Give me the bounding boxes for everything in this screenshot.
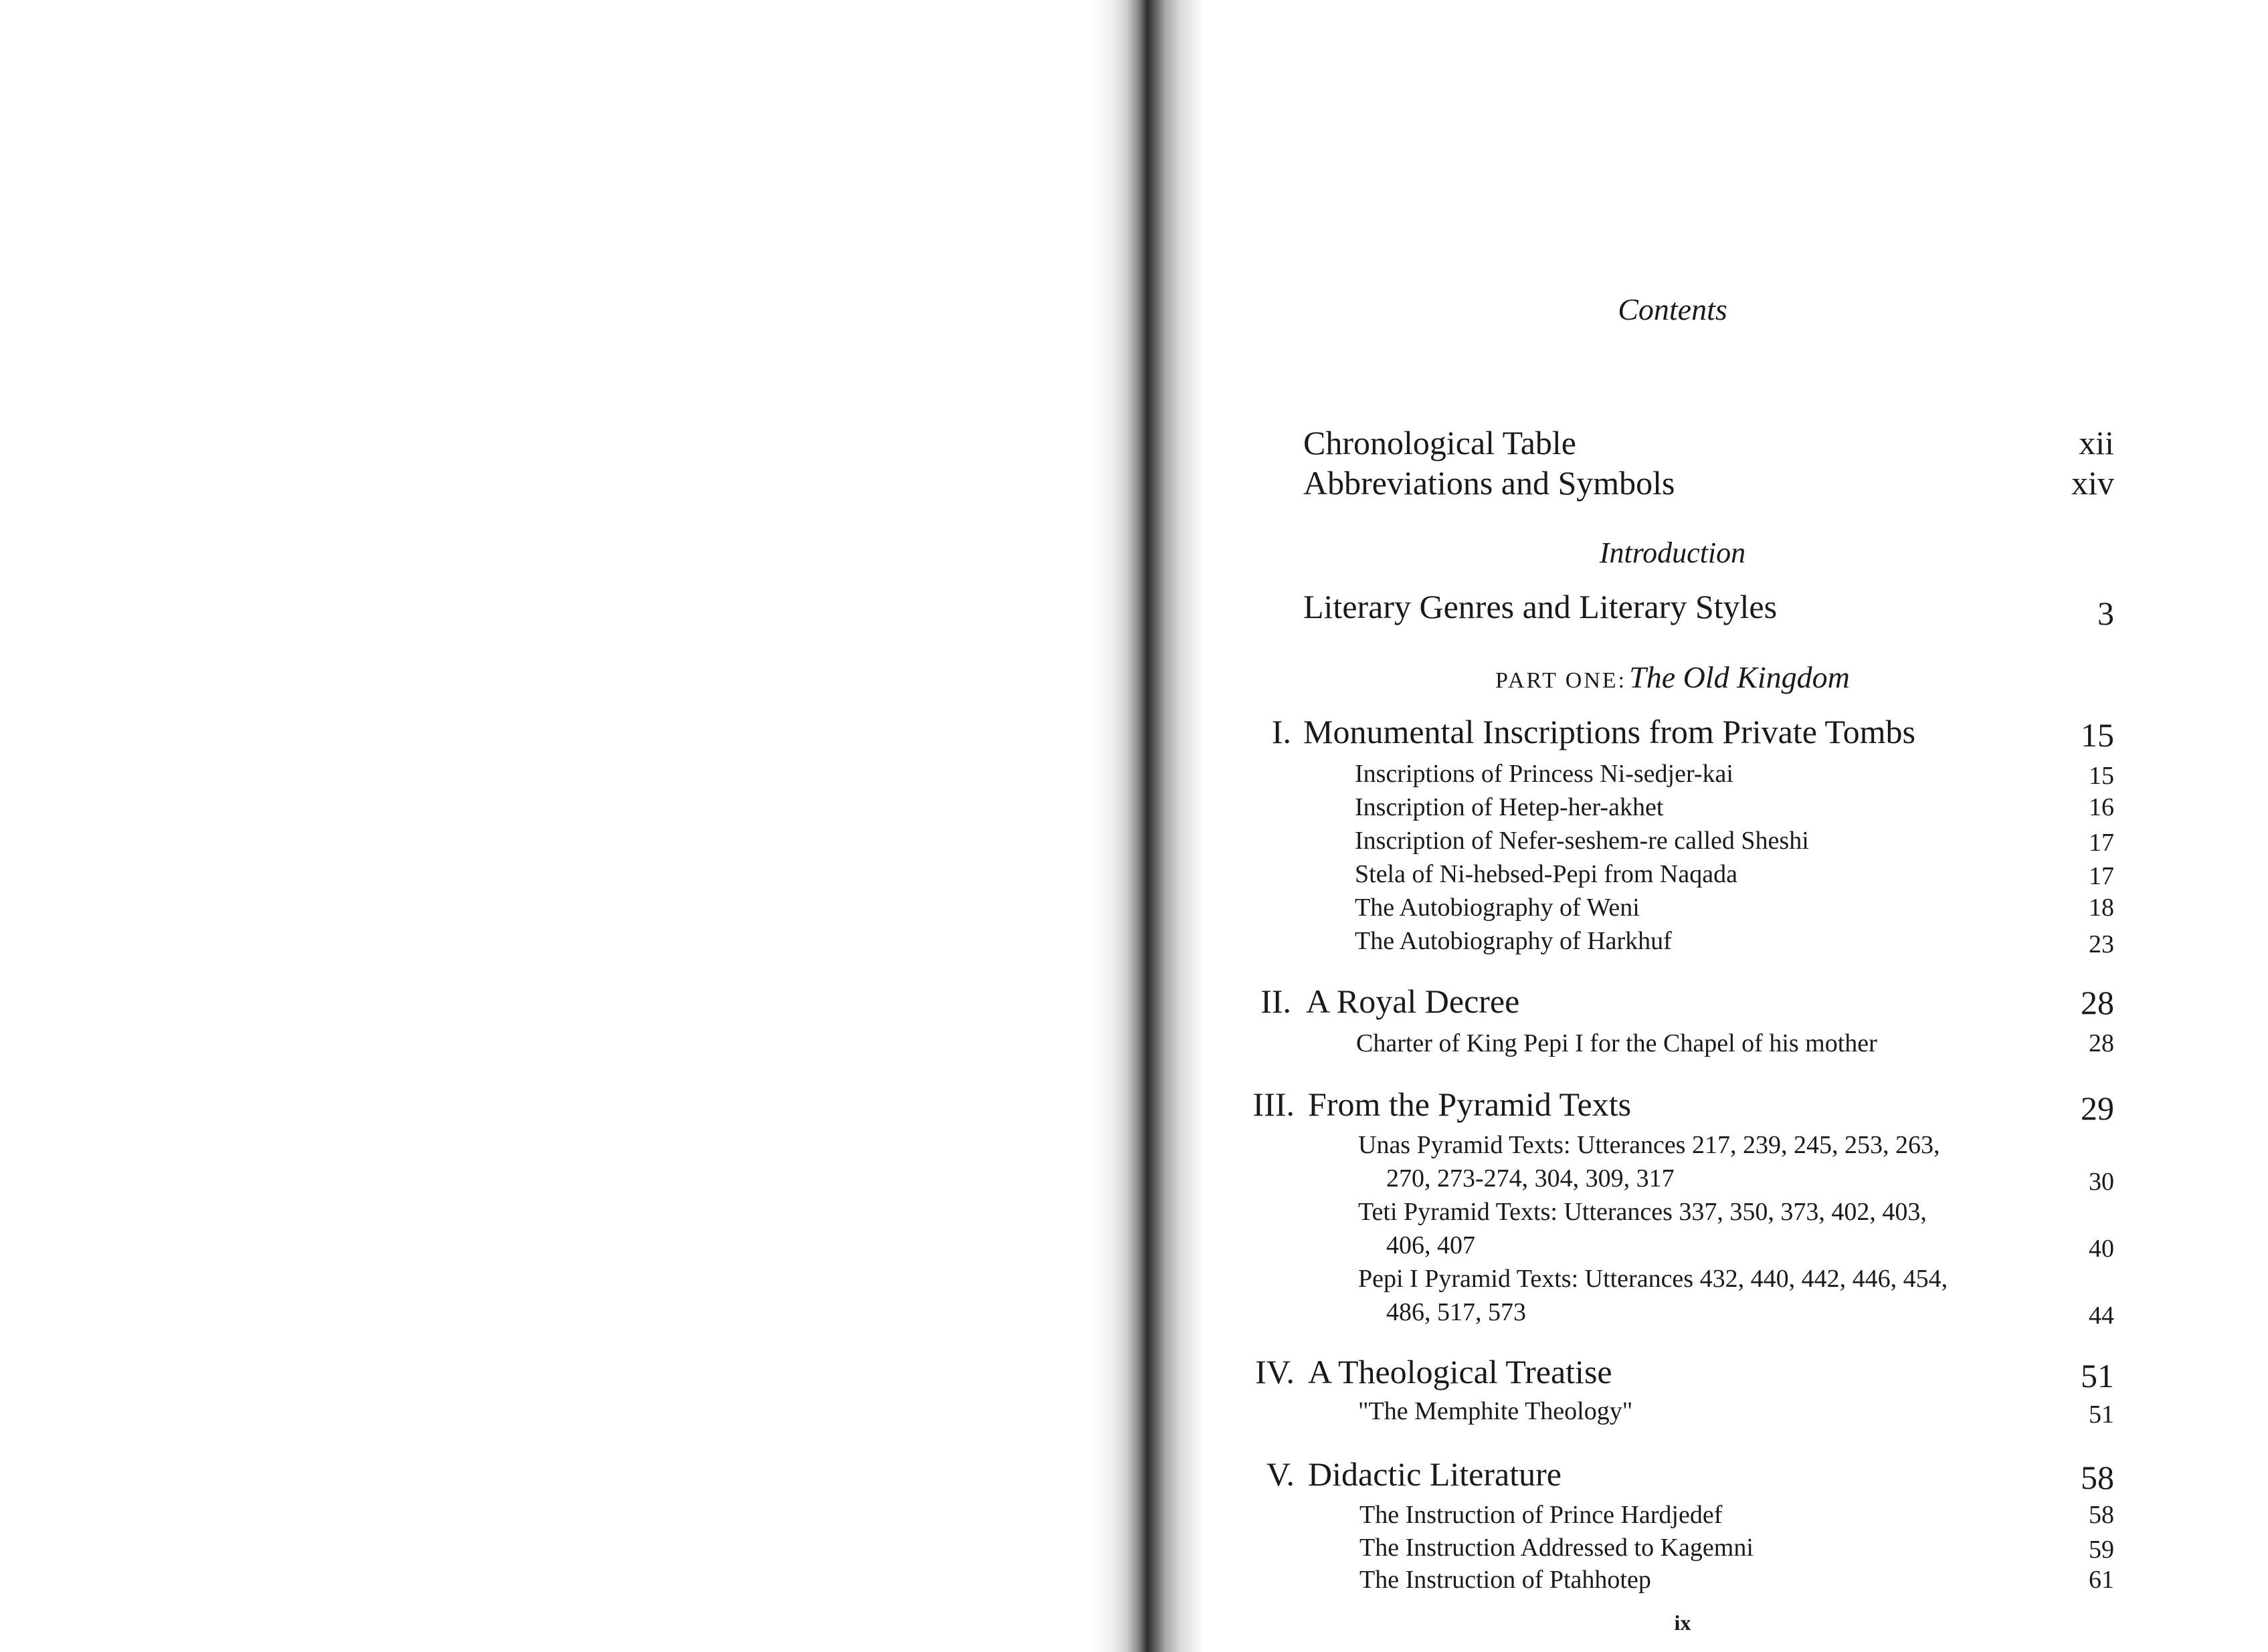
chapter-page: 51 — [2081, 1357, 2114, 1395]
left-blank-page — [0, 0, 1124, 1652]
toc-subentry-page: 30 — [2089, 1168, 2114, 1196]
chapter-title: Monumental Inscriptions from Private Tombs — [1303, 713, 1915, 750]
toc-subentry-page: 44 — [2089, 1302, 2114, 1330]
toc-subentry-page: 28 — [2089, 1029, 2114, 1057]
toc-entry-abbreviations: Abbreviations and Symbols — [1303, 464, 1675, 502]
section-heading-introduction: Introduction — [1599, 536, 1746, 569]
toc-subentry-page: 18 — [2089, 894, 2114, 922]
toc-subentry-page: 58 — [2089, 1501, 2114, 1529]
toc-subentry: The Instruction of Prince Hardjedef — [1359, 1501, 1723, 1529]
chapter-numeral: I. — [1271, 713, 1291, 750]
toc-subentry-page: 61 — [2089, 1566, 2114, 1594]
toc-subentry-page: 59 — [2089, 1536, 2114, 1564]
chapter-title: Didactic Literature — [1308, 1455, 1562, 1493]
toc-subentry: Inscription of Nefer-seshem-re called Sheshi — [1355, 827, 1809, 855]
chapter-page: 29 — [2081, 1090, 2114, 1127]
page-folio-number: ix — [1674, 1611, 1691, 1635]
toc-subentry-page: 15 — [2089, 762, 2114, 790]
toc-page-literary-genres: 3 — [2097, 595, 2114, 632]
chapter-title: A Theological Treatise — [1308, 1353, 1612, 1390]
chapter-numeral: II. — [1260, 983, 1291, 1020]
toc-subentry: The Autobiography of Harkhuf — [1355, 927, 1672, 955]
toc-subentry-page: 51 — [2089, 1401, 2114, 1429]
toc-subentry: Charter of King Pepi I for the Chapel of his mother — [1356, 1029, 1877, 1057]
toc-subentry: Pepi I Pyramid Texts: Utterances 432, 440, 442, 446, 454, — [1358, 1265, 1948, 1293]
page-title: Contents — [1618, 292, 1727, 326]
chapter-title: From the Pyramid Texts — [1308, 1086, 1632, 1123]
toc-subentry: The Instruction Addressed to Kagemni — [1359, 1534, 1754, 1562]
toc-subentry-page: 40 — [2089, 1235, 2114, 1263]
toc-subentry: "The Memphite Theology" — [1358, 1397, 1633, 1425]
toc-subentry-continuation: 406, 407 — [1386, 1231, 1475, 1259]
toc-subentry: Teti Pyramid Texts: Utterances 337, 350, 373, 402, 403, — [1358, 1198, 1927, 1226]
chapter-numeral: III. — [1252, 1086, 1295, 1123]
toc-subentry: Inscription of Hetep-her-akhet — [1355, 793, 1664, 821]
toc-entry-chronological-table: Chronological Table — [1303, 424, 1576, 461]
chapter-page: 28 — [2081, 984, 2114, 1021]
chapter-title: A Royal Decree — [1306, 983, 1520, 1020]
part-label: PART ONE: — [1495, 668, 1627, 693]
part-heading — [1238, 659, 2107, 695]
toc-subentry-continuation: 486, 517, 573 — [1386, 1298, 1526, 1326]
chapter-page: 15 — [2081, 716, 2114, 754]
book-gutter-shadow — [1091, 0, 1204, 1652]
toc-subentry-page: 17 — [2089, 829, 2114, 857]
toc-page-chronological-table: xii — [2079, 424, 2114, 461]
chapter-page: 58 — [2081, 1459, 2114, 1496]
toc-subentry: Unas Pyramid Texts: Utterances 217, 239, 245, 253, 263, — [1358, 1131, 1940, 1159]
toc-subentry-continuation: 270, 273-274, 304, 309, 317 — [1386, 1164, 1675, 1193]
part-title: The Old Kingdom — [1629, 660, 1850, 694]
chapter-numeral: IV. — [1255, 1353, 1295, 1390]
toc-page-abbreviations: xiv — [2071, 464, 2114, 502]
toc-subentry: The Instruction of Ptahhotep — [1359, 1566, 1651, 1594]
toc-subentry-page: 17 — [2089, 862, 2114, 890]
chapter-numeral: V. — [1266, 1455, 1295, 1493]
toc-subentry: The Autobiography of Weni — [1355, 894, 1640, 922]
toc-subentry-page: 23 — [2089, 930, 2114, 958]
toc-subentry: Stela of Ni-hebsed-Pepi from Naqada — [1355, 860, 1737, 888]
toc-subentry-page: 16 — [2089, 793, 2114, 821]
toc-entry-literary-genres: Literary Genres and Literary Styles — [1303, 588, 1778, 625]
toc-subentry: Inscriptions of Princess Ni-sedjer-kai — [1355, 760, 1733, 788]
